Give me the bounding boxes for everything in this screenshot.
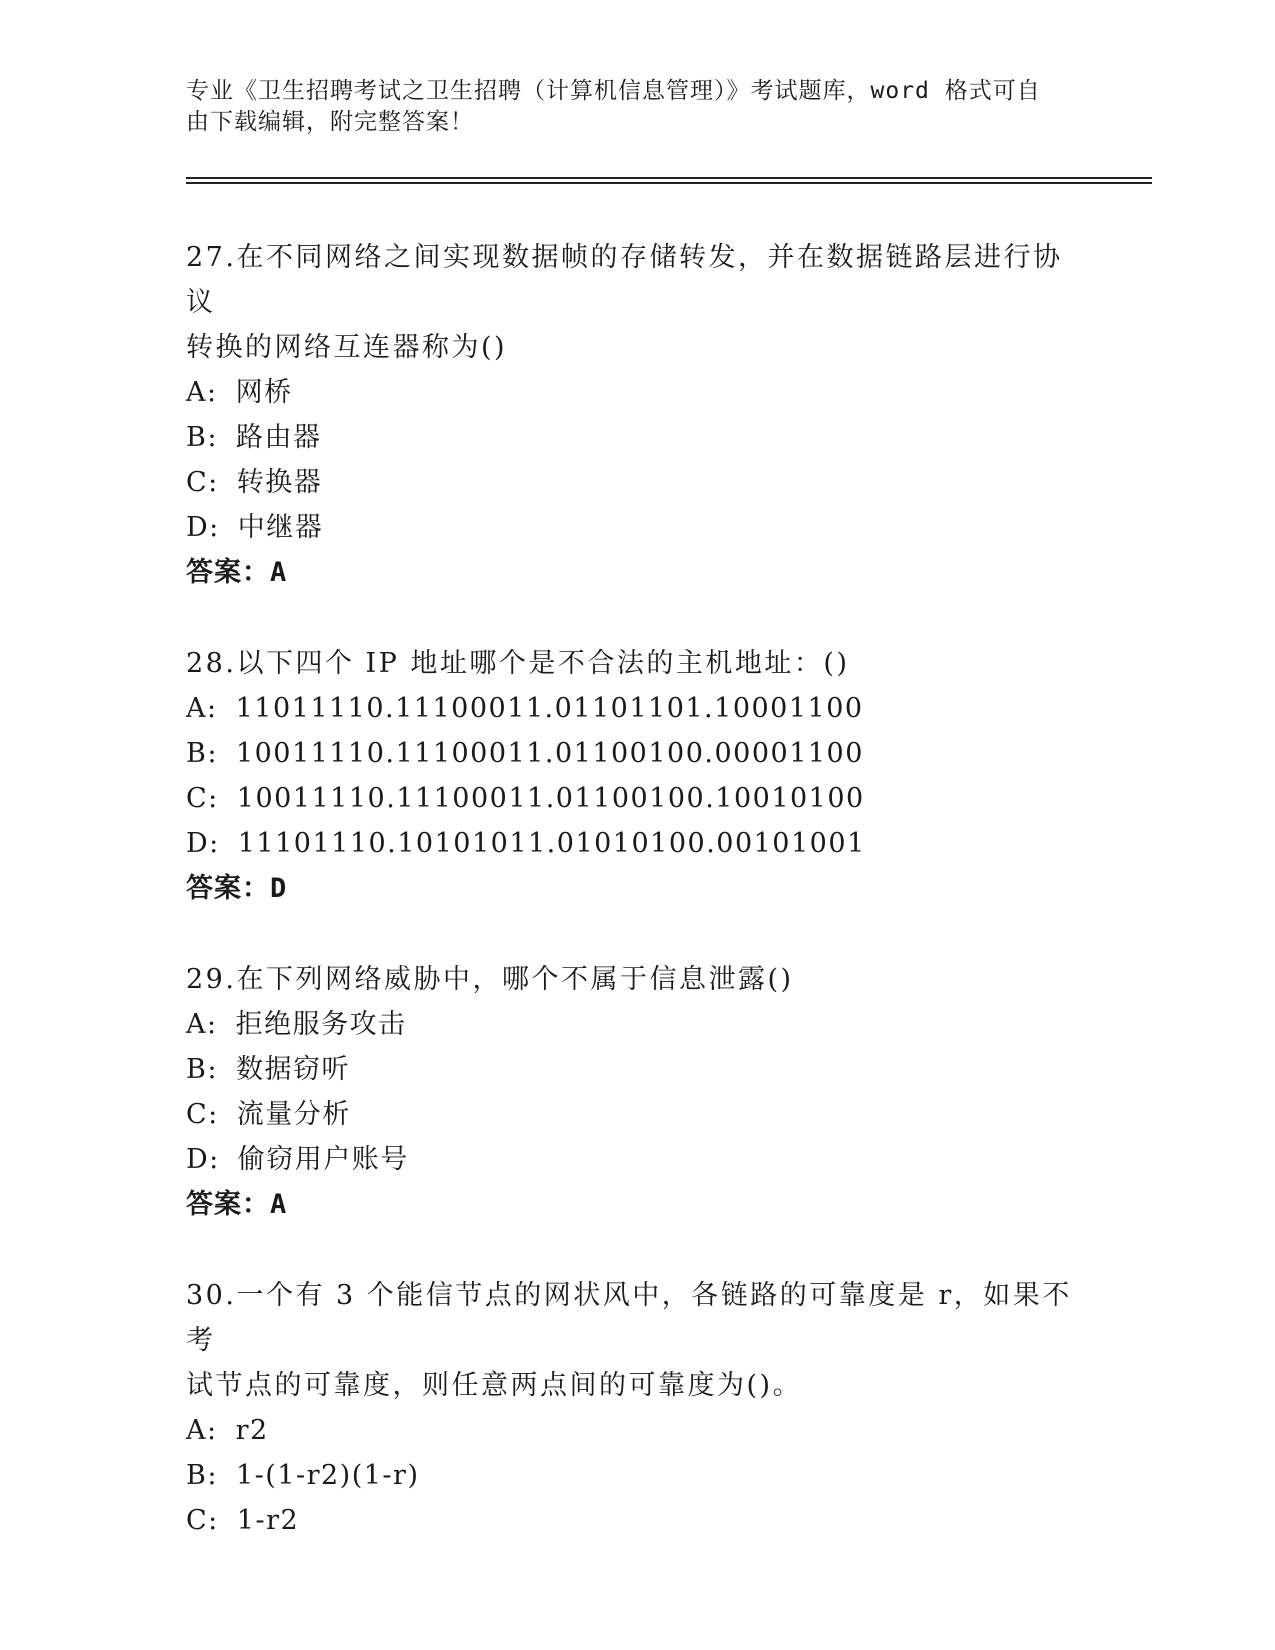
answer-line: 答案：D — [186, 873, 288, 904]
option-text: 偷窃用户账号 — [237, 1144, 409, 1175]
option-b — [186, 415, 1086, 460]
question-list — [186, 235, 1086, 1589]
option-letter: C: — [186, 783, 219, 814]
answer-line: 答案：A — [186, 557, 288, 588]
header-line-2: 由下载编辑，附完整答案！ — [186, 109, 474, 135]
option-d — [186, 1137, 1086, 1182]
option-letter: A: — [186, 1009, 218, 1040]
option-text: 数据窃听 — [235, 1054, 350, 1085]
option-text: 网桥 — [235, 377, 293, 408]
option-a — [186, 370, 1086, 415]
option-letter: D: — [186, 1144, 220, 1175]
question-stem-line: 30.一个有 3 个能信节点的网状风中，各链路的可靠度是 r，如果不考 — [186, 1280, 1072, 1356]
option-a — [186, 1002, 1086, 1047]
answer-line: 答案：A — [186, 1189, 288, 1220]
option-text: r2 — [235, 1415, 269, 1446]
question-stem-line: 试节点的可靠度，则任意两点间的可靠度为()。 — [186, 1370, 803, 1401]
option-letter: A: — [186, 1415, 218, 1446]
question-stem-line: 29.在下列网络威胁中，哪个不属于信息泄露() — [186, 964, 794, 995]
option-letter: A: — [186, 377, 218, 408]
question-30 — [186, 1273, 1086, 1543]
option-b — [186, 1453, 1086, 1498]
option-letter: B: — [186, 422, 218, 453]
option-text: 11101110.10101011.01010100.00101001 — [237, 828, 866, 859]
question-29 — [186, 957, 1086, 1227]
question-stem-line: 27.在不同网络之间实现数据帧的存储转发，并在数据链路层进行协议 — [186, 242, 1063, 318]
option-text: 拒绝服务攻击 — [235, 1009, 407, 1040]
option-letter: C: — [186, 1505, 219, 1536]
option-d — [186, 505, 1086, 550]
document-header — [186, 76, 1066, 138]
option-text: 10011110.11100011.01100100.00001100 — [235, 738, 864, 769]
option-a — [186, 686, 1086, 731]
option-text: 1-r2 — [236, 1505, 300, 1536]
option-letter: A: — [186, 693, 218, 724]
question-27 — [186, 235, 1086, 595]
option-c — [186, 1498, 1086, 1543]
option-letter: C: — [186, 1099, 219, 1130]
option-letter: B: — [186, 1054, 218, 1085]
option-a — [186, 1408, 1086, 1453]
option-c — [186, 776, 1086, 821]
header-divider-bottom — [186, 182, 1152, 184]
header-divider-top — [186, 177, 1152, 179]
option-text: 11011110.11100011.01101101.10001100 — [235, 693, 864, 724]
option-text: 流量分析 — [236, 1099, 351, 1130]
question-stem-line: 28.以下四个 IP 地址哪个是不合法的主机地址：() — [186, 648, 850, 679]
question-stem-line: 转换的网络互连器称为() — [186, 332, 508, 363]
option-b — [186, 731, 1086, 776]
header-line-1: 专业《卫生招聘考试之卫生招聘（计算机信息管理）》考试题库，word 格式可自 — [186, 78, 1041, 104]
option-text: 1-(1-r2)(1-r) — [235, 1460, 420, 1491]
option-d — [186, 821, 1086, 866]
question-28 — [186, 641, 1086, 911]
option-b — [186, 1047, 1086, 1092]
option-text: 转换器 — [236, 467, 323, 498]
option-letter: C: — [186, 467, 219, 498]
option-letter: D: — [186, 512, 220, 543]
option-letter: B: — [186, 1460, 218, 1491]
option-letter: B: — [186, 738, 218, 769]
option-letter: D: — [186, 828, 220, 859]
option-text: 路由器 — [235, 422, 322, 453]
option-text: 中继器 — [237, 512, 324, 543]
option-c — [186, 1092, 1086, 1137]
option-c — [186, 460, 1086, 505]
option-text: 10011110.11100011.01100100.10010100 — [236, 783, 865, 814]
